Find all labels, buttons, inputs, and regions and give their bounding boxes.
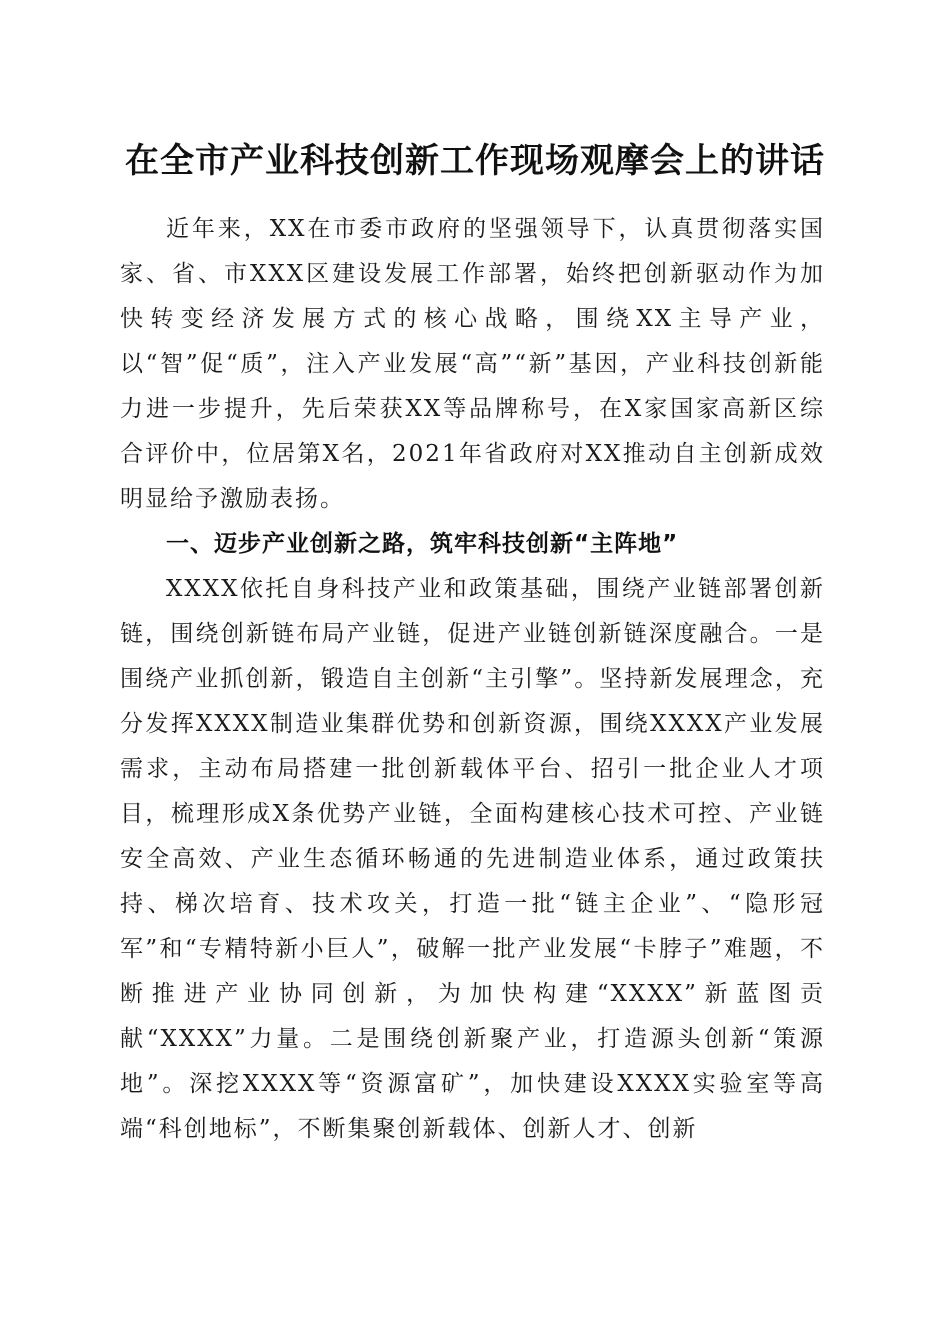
document-body (120, 205, 825, 1152)
section-heading-1: 一、迈步产业创新之路，筑牢科技创新“主阵地” (166, 531, 679, 557)
document-title: 在全市产业科技创新工作现场观摩会上的讲话 (125, 141, 825, 181)
paragraph-intro: 近年来，XX在市委市政府的坚强领导下，认真贯彻落实国家、省、市XXX区建设发展工作部署，始终把创新驱动作为加快转变经济发展方式的核心战略，围绕XX主导产业，以“智”促“质”，注入产业发展“高”“新”基因，产业科技创新能力进一步提升，先后荣获XX等品牌称号，在X家国家高新区综合评价中，位居第X名，2021年省政府对XX推动自主创新成效明显给予激励表扬。 (120, 216, 825, 512)
paragraph-section-1: XXXX依托自身科技产业和政策基础，围绕产业链部署创新链，围绕创新链布局产业链，促进产业链创新链深度融合。一是围绕产业抓创新，锻造自主创新“主引擎”。坚持新发展理念，充分发挥XXXX制造业集群优势和创新资源，围绕XXXX产业发展需求，主动布局搭建一批创新载体平台、招引一批企业人才项目，梳理形成X条优势产业链，全面构建核心技术可控、产业链安全高效、产业生态循环畅通的先进制造业体系，通过政策扶持、梯次培育、技术攻关，打造一批“链主企业”、“隐形冠军”和“专精特新小巨人”，破解一批产业发展“卡脖子”难题，不断推进产业协同创新，为加快构建“XXXX”新蓝图贡献“XXXX”力量。二是围绕创新聚产业，打造源头创新“策源地”。深挖XXXX等“资源富矿”，加快建设XXXX实验室等高端“科创地标”，不断集聚创新载体、创新人才、创新 (120, 576, 825, 1142)
